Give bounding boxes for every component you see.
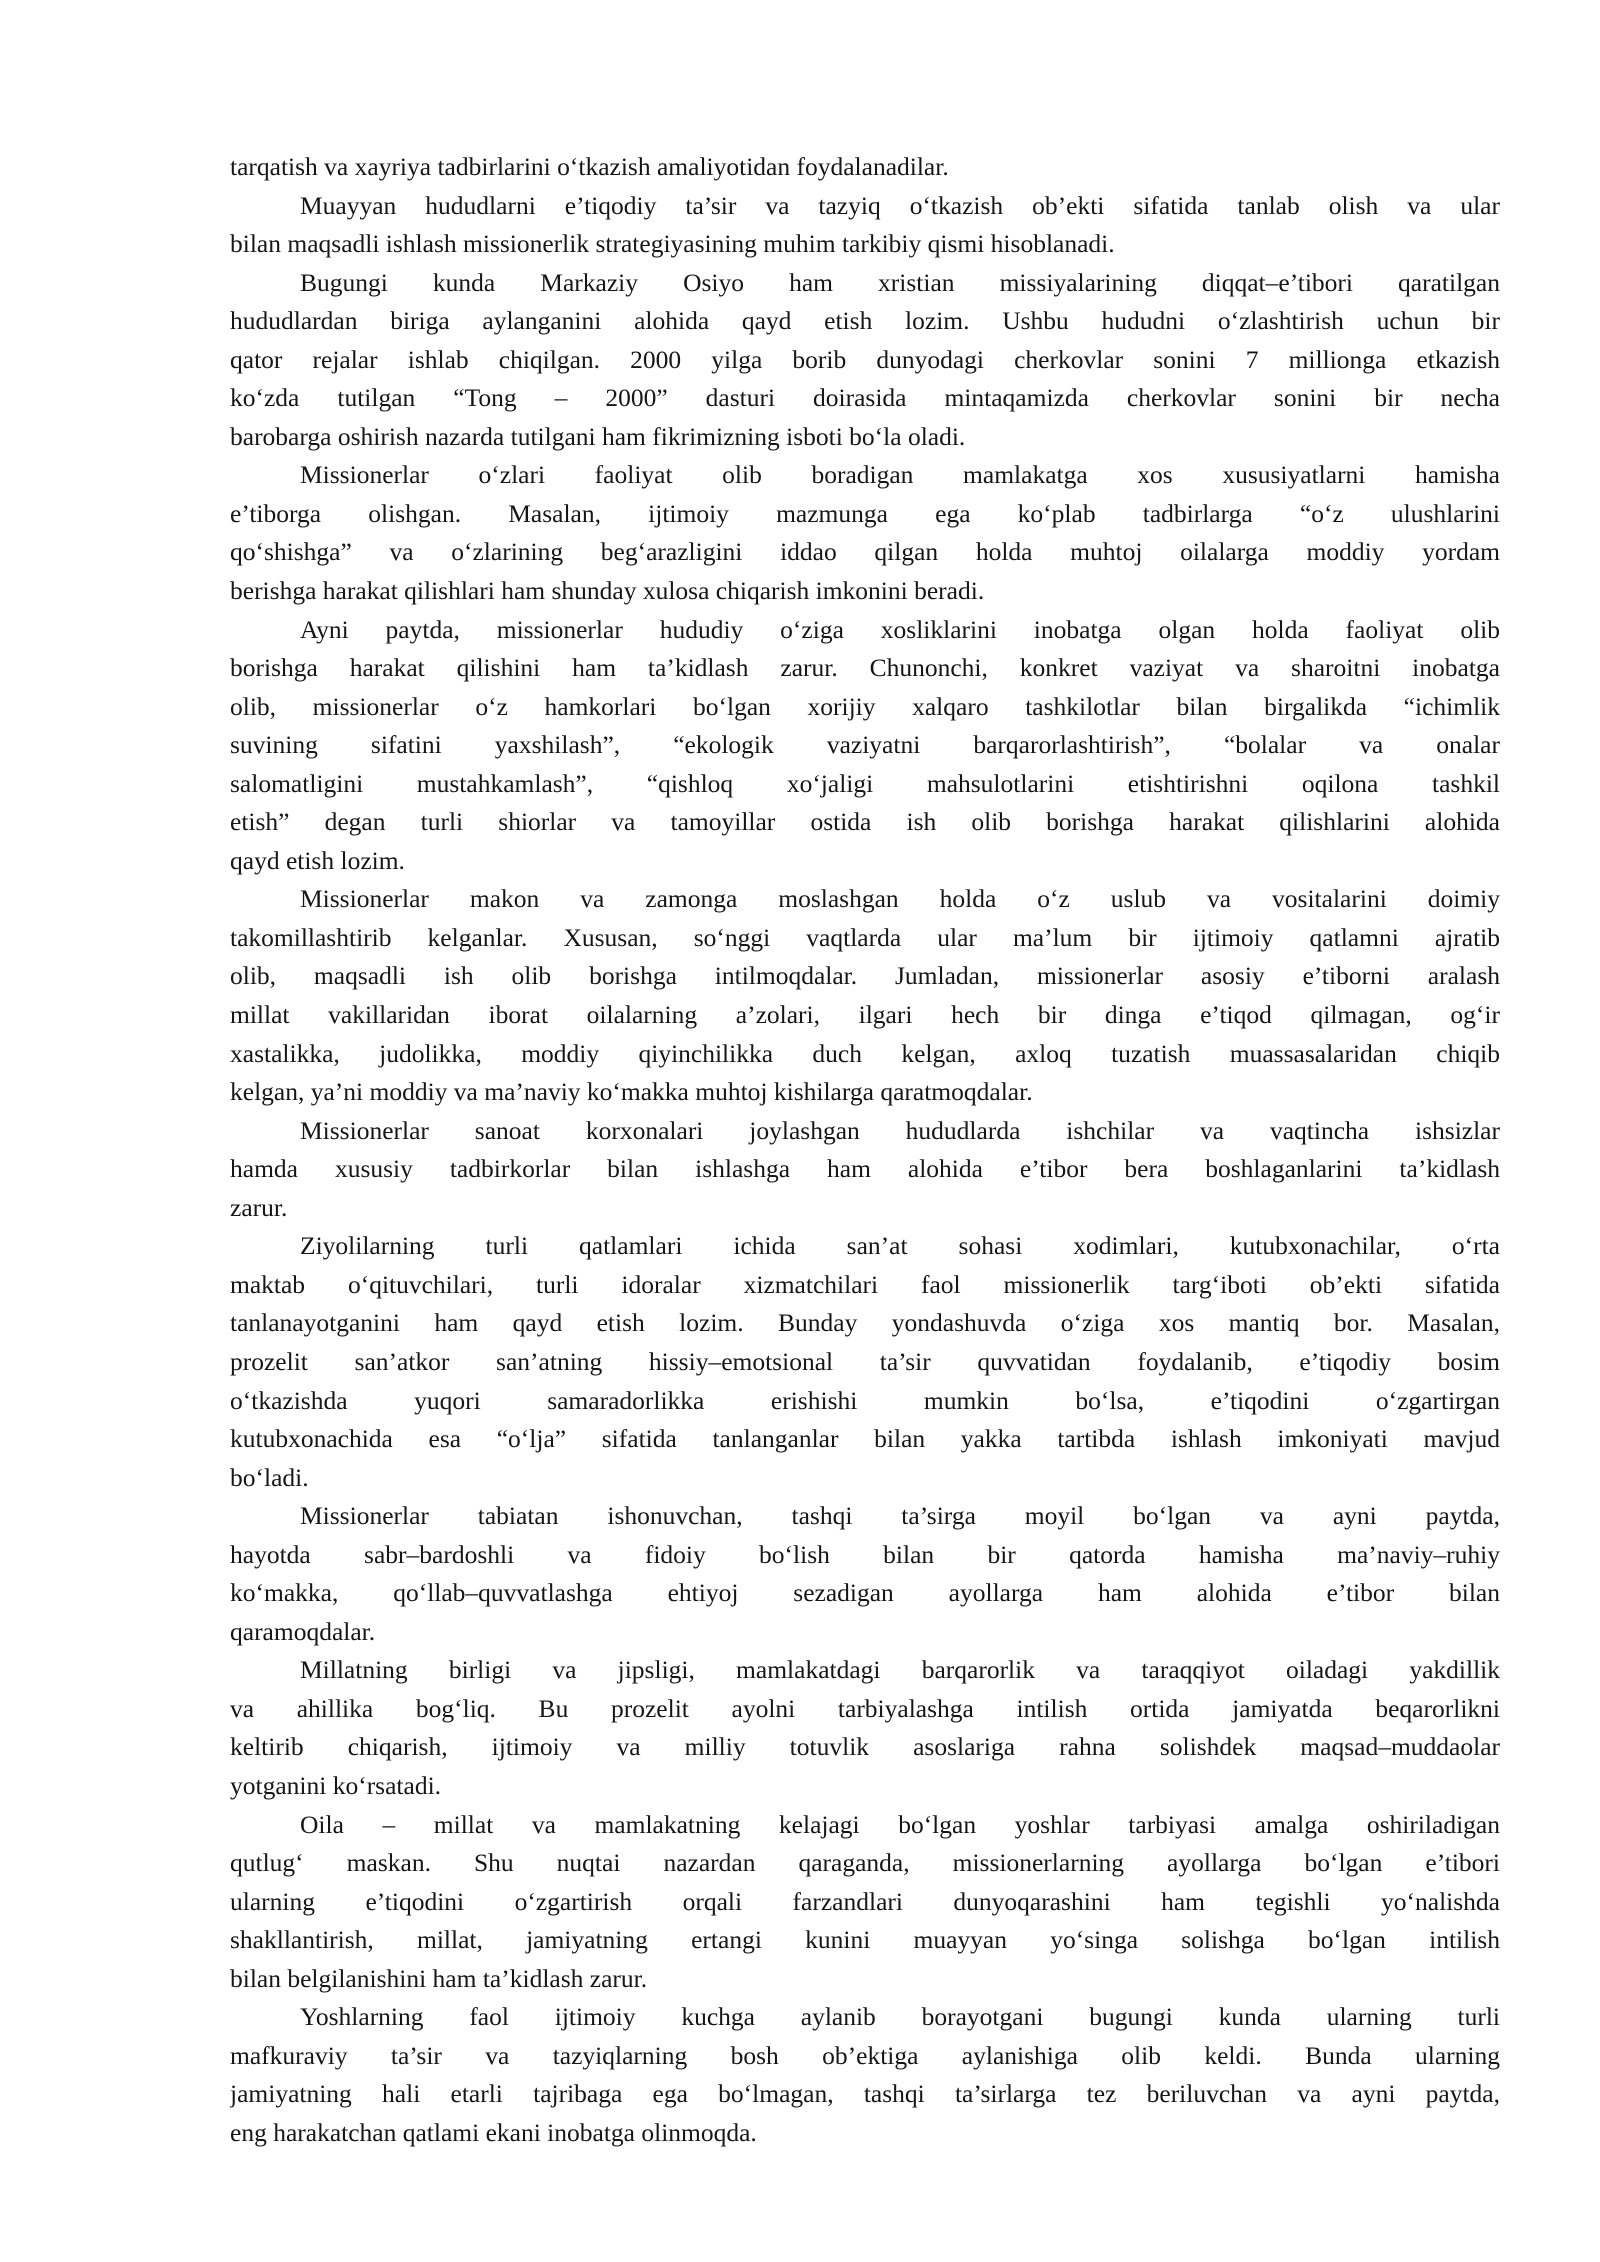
paragraph [230,1806,1500,1999]
text-line: o‘tkazishda yuqori samaradorlikka erishishi mumkin bo‘lsa, e’tiqodini o‘zgartirgan [230,1385,1500,1415]
text-line: yotganini ko‘rsatadi. [230,1770,442,1800]
paragraph [230,187,1500,264]
text-line: qo‘shishga” va o‘zlarining beg‘arazligini iddao qilgan holda muhtoj oilalarga moddiy yordam [230,537,1500,567]
text-line: tanlanayotganini ham qayd etish lozim. Bunday yondashuvda o‘ziga xos mantiq bor. Masalan, [230,1308,1500,1338]
text-line: ko‘zda tutilgan “Tong – 2000” dasturi doirasida mintaqamizda cherkovlar sonini bir necha [230,383,1500,413]
text-line: hayotda sabr–bardoshli va fidoiy bo‘lish bilan bir qatorda hamisha ma’naviy–ruhiy [230,1539,1500,1569]
text-line: Missionerlar tabiatan ishonuvchan, tashqi ta’sirga moyil bo‘lgan va ayni paytda, [300,1501,1500,1531]
text-line: hamda xususiy tadbirkorlar bilan ishlashga ham alohida e’tibor bera boshlaganlarini ta’kidlash [230,1154,1500,1184]
text-line: ularning e’tiqodini o‘zgartirish orqali farzandlari dunyoqarashini ham tegishli yo‘nalishda [230,1886,1500,1916]
text-line: keltirib chiqarish, ijtimoiy va milliy totuvlik asoslariga rahna solishdek maqsad–muddaolar [230,1732,1500,1762]
text-line: hududlardan biriga aylanganini alohida qayd etish lozim. Ushbu hududni o‘zlashtirish uchun bir [230,306,1500,336]
text-line: tarqatish va xayriya tadbirlarini o‘tkazish amaliyotidan foydalanadilar. [230,152,949,181]
text-line: bilan belgilanishini ham ta’kidlash zarur. [230,1963,648,1993]
text-line: Muayyan hududlarni e’tiqodiy ta’sir va tazyiq o‘tkazish ob’ekti sifatida tanlab olish va ular [300,190,1500,220]
paragraph [230,1998,1500,2152]
text-line: mafkuraviy ta’sir va tazyiqlarning bosh ob’ektiga aylanishiga olib keldi. Bunda ularning [230,2040,1500,2070]
text-line: Yoshlarning faol ijtimoiy kuchga aylanib borayotgani bugungi kunda ularning turli [300,2002,1500,2032]
text-line: barobarga oshirish nazarda tutilgani ham fikrimizning isboti bo‘la oladi. [230,421,966,451]
text-line: qutlug‘ maskan. Shu nuqtai nazardan qaraganda, missionerlarning ayollarga bo‘lgan e’tibori [230,1848,1500,1878]
document-page [230,148,1500,2152]
text-line: borishga harakat qilishini ham ta’kidlash zarur. Chunonchi, konkret vaziyat va sharoitni inobatga [230,653,1500,683]
text-line: qator rejalar ishlab chiqilgan. 2000 yilga borib dunyodagi cherkovlar sonini 7 millionga etkazish [230,344,1500,374]
text-line: Bugungi kunda Markaziy Osiyo ham xristian missiyalarining diqqat–e’tibori qaratilgan [300,267,1500,297]
text-line: prozelit san’atkor san’atning hissiy–emotsional ta’sir quvvatidan foydalanib, e’tiqodiy bosim [230,1346,1500,1376]
text-line: xastalikka, judolikka, moddiy qiyinchilikka duch kelgan, axloq tuzatish muassasalaridan chiqib [230,1038,1500,1068]
paragraph [230,456,1500,610]
text-line: qaramoqdalar. [230,1616,376,1646]
text-line: ko‘makka, qo‘llab–quvvatlashga ehtiyoj sezadigan ayollarga ham alohida e’tibor bilan [230,1578,1500,1608]
text-line: kutubxonachida esa “o‘lja” sifatida tanlanganlar bilan yakka tartibda ishlash imkoniyati mavjud [230,1424,1500,1454]
text-line: suvining sifatini yaxshilash”, “ekologik vaziyatni barqarorlashtirish”, “bolalar va onalar [230,730,1500,760]
text-line: kelgan, ya’ni moddiy va ma’naviy ko‘makka muhtoj kishilarga qaratmoqdalar. [230,1077,1033,1107]
text-line: olib, maqsadli ish olib borishga intilmoqdalar. Jumladan, missionerlar asosiy e’tiborni aralash [230,961,1500,991]
text-line: salomatligini mustahkamlash”, “qishloq xo‘jaligi mahsulotlarini etishtirishni oqilona tashkil [230,768,1500,798]
paragraph [230,1651,1500,1805]
text-line: jamiyatning hali etarli tajribaga ega bo‘lmagan, tashqi ta’sirlarga tez beriluvchan va ayni paytda, [230,2079,1500,2109]
text-line: Missionerlar o‘zlari faoliyat olib boradigan mamlakatga xos xususiyatlarni hamisha [300,460,1500,490]
text-line: qayd etish lozim. [230,845,405,875]
text-line: takomillashtirib kelganlar. Xususan, so‘nggi vaqtlarda ular ma’lum bir ijtimoiy qatlamni ajratib [230,922,1500,952]
text-line: Missionerlar makon va zamonga moslashgan holda o‘z uslub va vositalarini doimiy [300,884,1500,914]
text-line: Ayni paytda, missionerlar hududiy o‘ziga xosliklarini inobatga olgan holda faoliyat olib [300,614,1500,644]
text-line: millat vakillaridan iborat oilalarning a’zolari, ilgari hech bir dinga e’tiqod qilmagan, og‘ir [230,1000,1500,1030]
paragraph [230,1112,1500,1228]
paragraph [230,1497,1500,1651]
text-line: Ziyolilarning turli qatlamlari ichida san’at sohasi xodimlari, kutubxonachilar, o‘rta [300,1231,1500,1261]
text-line: bo‘ladi. [230,1462,309,1492]
text-line: maktab o‘qituvchilari, turli idoralar xizmatchilari faol missionerlik targ‘iboti ob’ekti sifatida [230,1269,1500,1299]
text-line: etish” degan turli shiorlar va tamoyillar ostida ish olib borishga harakat qilishlarini alohida [230,807,1500,837]
paragraph [230,1227,1500,1497]
paragraph [230,880,1500,1111]
paragraph [230,611,1500,881]
text-line: Millatning birligi va jipsligi, mamlakatdagi barqarorlik va taraqqiyot oiladagi yakdillik [300,1655,1500,1685]
text-line: Missionerlar sanoat korxonalari joylashgan hududlarda ishchilar va vaqtincha ishsizlar [300,1115,1500,1145]
text-line: zarur. [230,1192,288,1222]
text-line: olib, missionerlar o‘z hamkorlari bo‘lgan xorijiy xalqaro tashkilotlar bilan birgalikda “ichimlik [230,691,1500,721]
text-line: eng harakatchan qatlami ekani inobatga olinmoqda. [230,2117,757,2147]
paragraph [230,264,1500,457]
text-line: shakllantirish, millat, jamiyatning ertangi kunini muayyan yo‘singa solishga bo‘lgan intilish [230,1925,1500,1955]
text-line: va ahillika bog‘liq. Bu prozelit ayolni tarbiyalashga intilish ortida jamiyatda beqarorlikni [230,1693,1500,1723]
text-line: bilan maqsadli ishlash missionerlik strategiyasining muhim tarkibiy qismi hisoblanadi. [230,229,1115,259]
text-line: e’tiborga olishgan. Masalan, ijtimoiy mazmunga ega ko‘plab tadbirlarga “o‘z ulushlarini [230,498,1500,528]
paragraph [230,148,1500,187]
text-line: Oila – millat va mamlakatning kelajagi bo‘lgan yoshlar tarbiyasi amalga oshiriladigan [300,1809,1500,1839]
text-line: berishga harakat qilishlari ham shunday xulosa chiqarish imkonini beradi. [230,576,985,606]
